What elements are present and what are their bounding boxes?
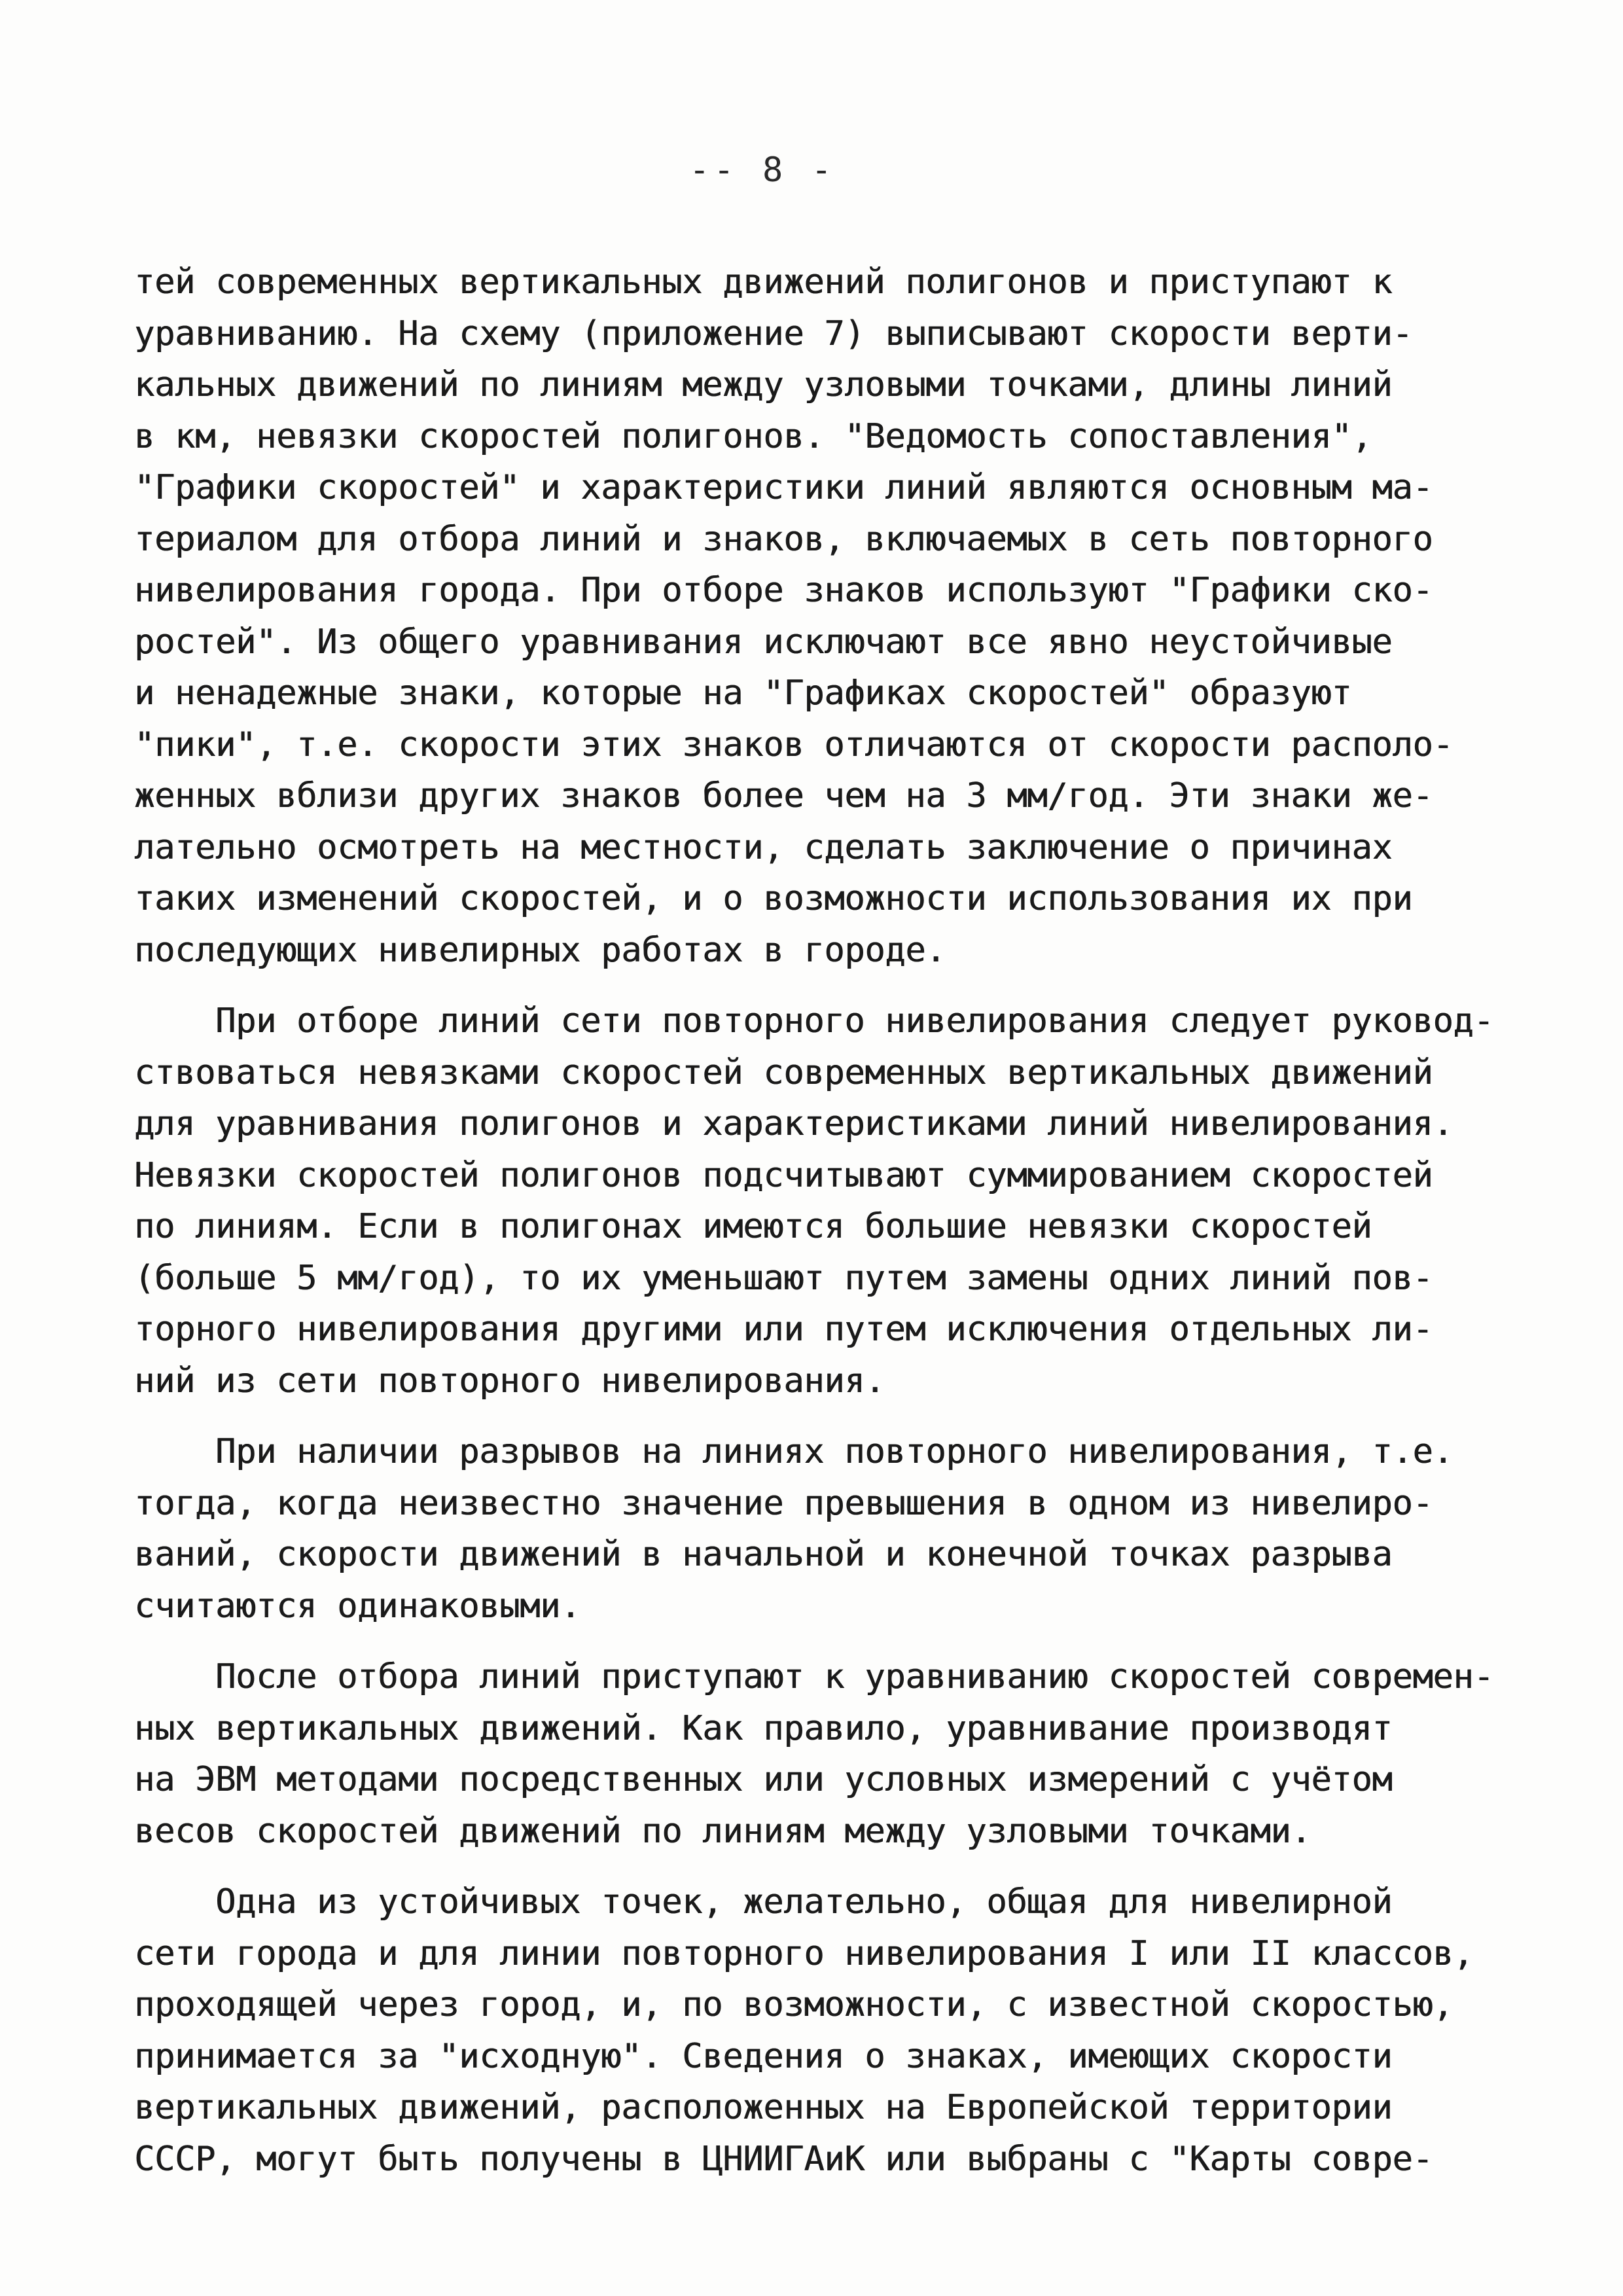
text-line: по линиям. Если в полигонах имеются большие невязки скоростей [134,1207,1372,1246]
text-line: (больше 5 мм/год), то их уменьшают путем замены одних линий пов- [134,1258,1433,1298]
text-line: уравниванию. На схему (приложение 7) выписывают скорости верти- [134,314,1413,353]
text-line: торного нивелирования другими или путем исключения отдельных ли- [134,1310,1433,1349]
page-number: -- 8 - [689,151,836,190]
text-line: для уравнивания полигонов и характеристиками линий нивелирования. [134,1104,1454,1143]
text-line: СССР, могут быть получены в ЦНИИГАиК или выбраны с "Карты совре- [134,2139,1433,2179]
text-line: Одна из устойчивых точек, желательно, общая для нивелирной [134,1882,1393,1922]
text-line: последующих нивелирных работах в городе. [134,930,946,970]
paragraph-gap [134,1407,1528,1426]
paragraph-5 [134,1876,1528,2185]
paragraph-gap [134,976,1528,996]
text-line: При наличии разрывов на линиях повторного нивелирования, т.е. [134,1432,1454,1471]
text-line: в км, невязки скоростей полигонов. "Ведомость сопоставления", [134,416,1372,456]
text-line: "пики", т.е. скорости этих знаков отличаются от скорости располо- [134,725,1454,764]
text-line: тей современных вертикальных движений полигонов и приступают к [134,262,1393,302]
text-line: После отбора линий приступают к уравниванию скоростей современ- [134,1657,1494,1696]
text-line: "Графики скоростей" и характеристики линий являются основным ма- [134,468,1433,507]
paragraph-4 [134,1651,1528,1857]
text-line: на ЭВМ методами посредственных или условных измерений с учётом [134,1760,1393,1799]
text-line: лательно осмотреть на местности, сделать заключение о причинах [134,827,1393,867]
paragraph-gap [134,1632,1528,1651]
body-text [134,257,1528,2185]
text-line: нивелирования города. При отборе знаков используют "Графики ско- [134,571,1433,610]
text-line: женных вблизи других знаков более чем на 3 мм/год. Эти знаки же- [134,776,1433,816]
text-line: таких изменений скоростей, и о возможности использования их при [134,879,1413,918]
text-line: сети города и для линии повторного нивелирования I или II классов, [134,1933,1474,1973]
paragraph-3 [134,1426,1528,1632]
text-line: ных вертикальных движений. Как правило, уравнивание производят [134,1708,1393,1748]
text-line: ний из сети повторного нивелирования. [134,1361,885,1401]
text-line: ростей". Из общего уравнивания исключают все явно неустойчивые [134,622,1393,662]
paragraph-gap [134,1857,1528,1876]
text-line: принимается за "исходную". Сведения о знаках, имеющих скорости [134,2036,1393,2076]
text-line: считаются одинаковыми. [134,1586,581,1626]
text-line: тогда, когда неизвестно значение превышения в одном из нивелиро- [134,1483,1433,1523]
text-line: ствоваться невязками скоростей современных вертикальных движений [134,1052,1433,1092]
text-line: При отборе линий сети повторного нивелирования следует руковод- [134,1001,1494,1041]
text-line: ваний, скорости движений в начальной и конечной точках разрыва [134,1535,1393,1574]
text-line: кальных движений по линиям между узловыми точками, длины линий [134,365,1393,404]
paragraph-1 [134,257,1528,976]
text-line: проходящей через город, и, по возможности, с известной скоростью, [134,1985,1454,2024]
text-line: весов скоростей движений по линиям между узловыми точками. [134,1811,1311,1851]
text-line: Невязки скоростей полигонов подсчитывают суммированием скоростей [134,1155,1433,1195]
text-line: и ненадежные знаки, которые на "Графиках скоростей" образуют [134,673,1352,713]
text-line: териалом для отбора линий и знаков, включаемых в сеть повторного [134,519,1433,559]
paragraph-2 [134,996,1528,1407]
text-line: вертикальных движений, расположенных на Европейской территории [134,2088,1393,2127]
